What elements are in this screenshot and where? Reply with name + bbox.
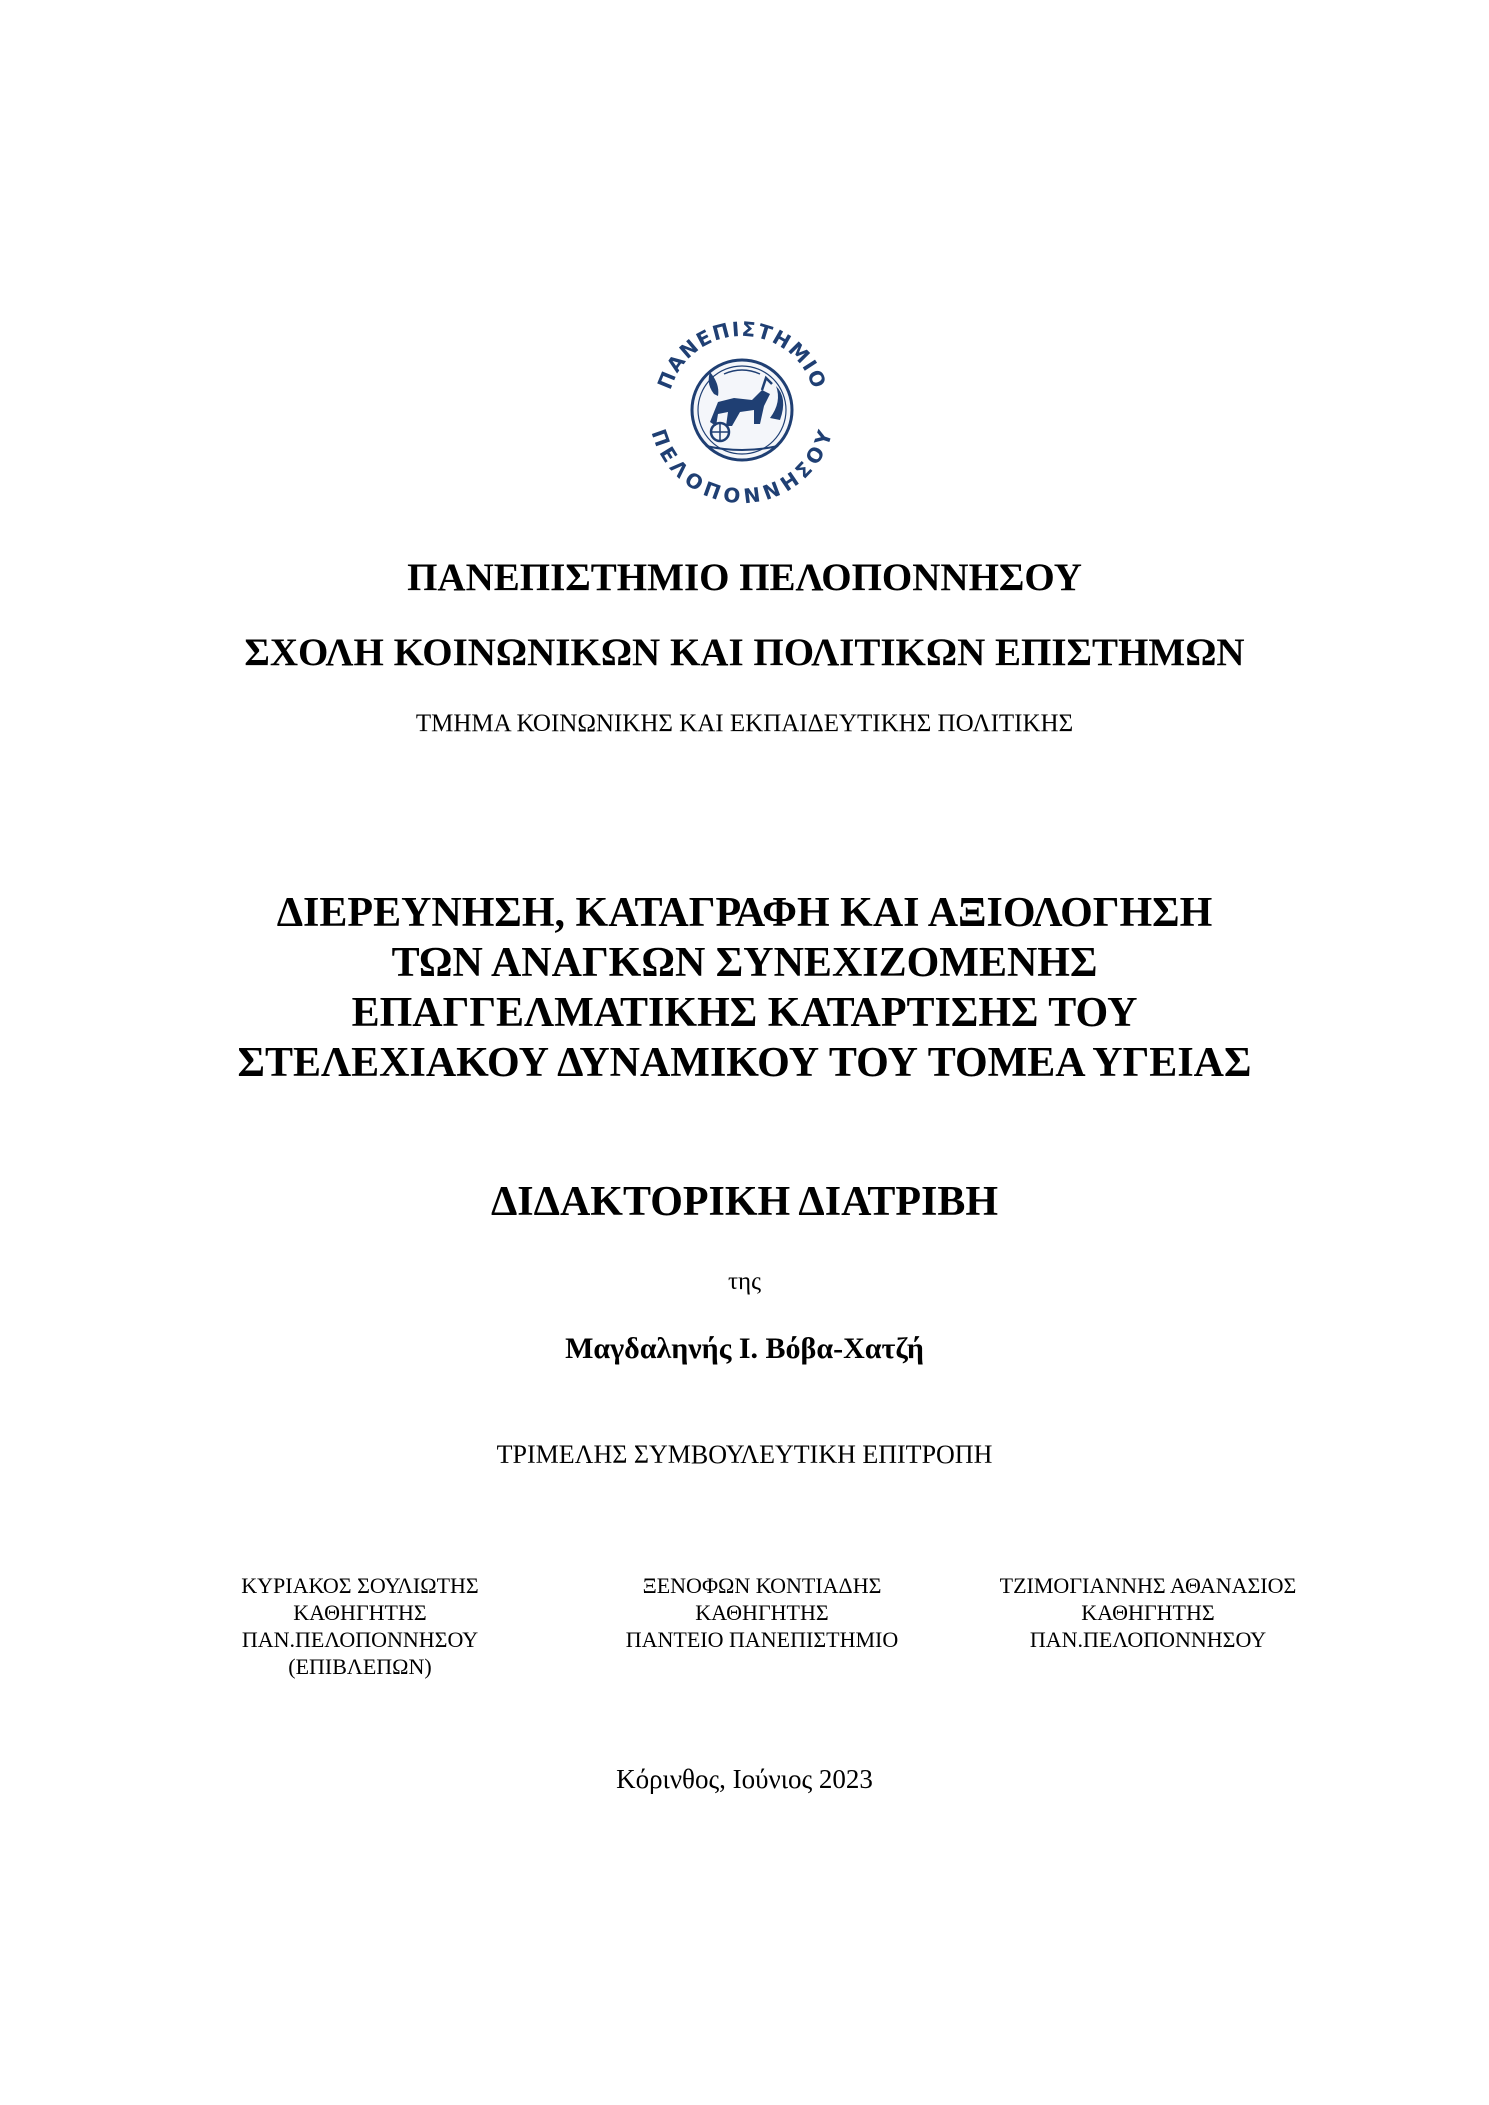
thesis-title-line: ΕΠΑΓΓΕΛΜΑΤΙΚΗΣ ΚΑΤΑΡΤΙΣΗΣ ΤΟΥ: [351, 990, 1138, 1036]
department-name: ΤΜΗΜΑ ΚΟΙΝΩΝΙΚΗΣ ΚΑΙ ΕΚΠΑΙΔΕΥΤΙΚΗΣ ΠΟΛΙΤΙΚΗΣ: [415, 710, 1074, 737]
by-label: της: [727, 1268, 762, 1295]
member-name: ΞΕΝΟΦΩΝ ΚΟΝΤΙΑΔΗΣ: [642, 1573, 882, 1598]
member-rank: ΚΑΘΗΓΗΤΗΣ: [695, 1600, 829, 1625]
member-role: (ΕΠΙΒΛΕΠΩΝ): [288, 1654, 432, 1679]
member-name: ΚΥΡΙΑΚΟΣ ΣΟΥΛΙΩΤΗΣ: [241, 1573, 479, 1598]
committee-heading: ΤΡΙΜΕΛΗΣ ΣΥΜΒΟΥΛΕΥΤΙΚΗ ΕΠΙΤΡΟΠΗ: [496, 1440, 993, 1469]
member-institution: ΠΑΝ.ΠΕΛΟΠΟΝΝΗΣΟΥ: [1029, 1627, 1267, 1652]
place-and-date: Κόρινθος, Ιούνιος 2023: [616, 1764, 873, 1794]
committee-member: [572, 1572, 952, 1653]
thesis-title-line: ΔΙΕΡΕΥΝΗΣΗ, ΚΑΤΑΓΡΑΦΗ ΚΑΙ ΑΞΙΟΛΟΓΗΣΗ: [276, 890, 1213, 936]
university-seal-icon: [644, 298, 840, 520]
committee-member: [170, 1572, 550, 1680]
committee-member: [958, 1572, 1338, 1653]
member-institution: ΠΑΝΤΕΙΟ ΠΑΝΕΠΙΣΤΗΜΙΟ: [625, 1627, 899, 1652]
thesis-title-line: ΣΤΕΛΕΧΙΑΚΟΥ ΔΥΝΑΜΙΚΟΥ ΤΟΥ ΤΟΜΕΑ ΥΓΕΙΑΣ: [237, 1040, 1252, 1086]
university-name: ΠΑΝΕΠΙΣΤΗΜΙΟ ΠΕΛΟΠΟΝΝΗΣΟΥ: [407, 556, 1082, 599]
member-rank: ΚΑΘΗΓΗΤΗΣ: [293, 1600, 427, 1625]
member-name: ΤΖΙΜΟΓΙΑΝΝΗΣ ΑΘΑΝΑΣΙΟΣ: [999, 1573, 1297, 1598]
member-institution: ΠΑΝ.ΠΕΛΟΠΟΝΝΗΣΟΥ: [241, 1627, 479, 1652]
svg-text:ΠΕΛΟΠΟΝΝΗΣΟΥ: ΠΕΛΟΠΟΝΝΗΣΟΥ: [646, 426, 838, 509]
thesis-title: [0, 888, 1489, 1088]
committee-members: [0, 1572, 1489, 1702]
author-name: Μαγδαληνής Ι. Βόβα-Χατζή: [565, 1332, 924, 1365]
document-type: ΔΙΔΑΚΤΟΡΙΚΗ ΔΙΑΤΡΙΒΗ: [490, 1179, 999, 1225]
thesis-title-line: ΤΩΝ ΑΝΑΓΚΩΝ ΣΥΝΕΧΙΖΟΜΕΝΗΣ: [391, 940, 1098, 986]
member-rank: ΚΑΘΗΓΗΤΗΣ: [1081, 1600, 1215, 1625]
school-name: ΣΧΟΛΗ ΚΟΙΝΩΝΙΚΩΝ ΚΑΙ ΠΟΛΙΤΙΚΩΝ ΕΠΙΣΤΗΜΩΝ: [244, 631, 1245, 674]
svg-text:ΠΑΝΕΠΙΣΤΗΜΙΟ: ΠΑΝΕΠΙΣΤΗΜΙΟ: [652, 316, 832, 393]
